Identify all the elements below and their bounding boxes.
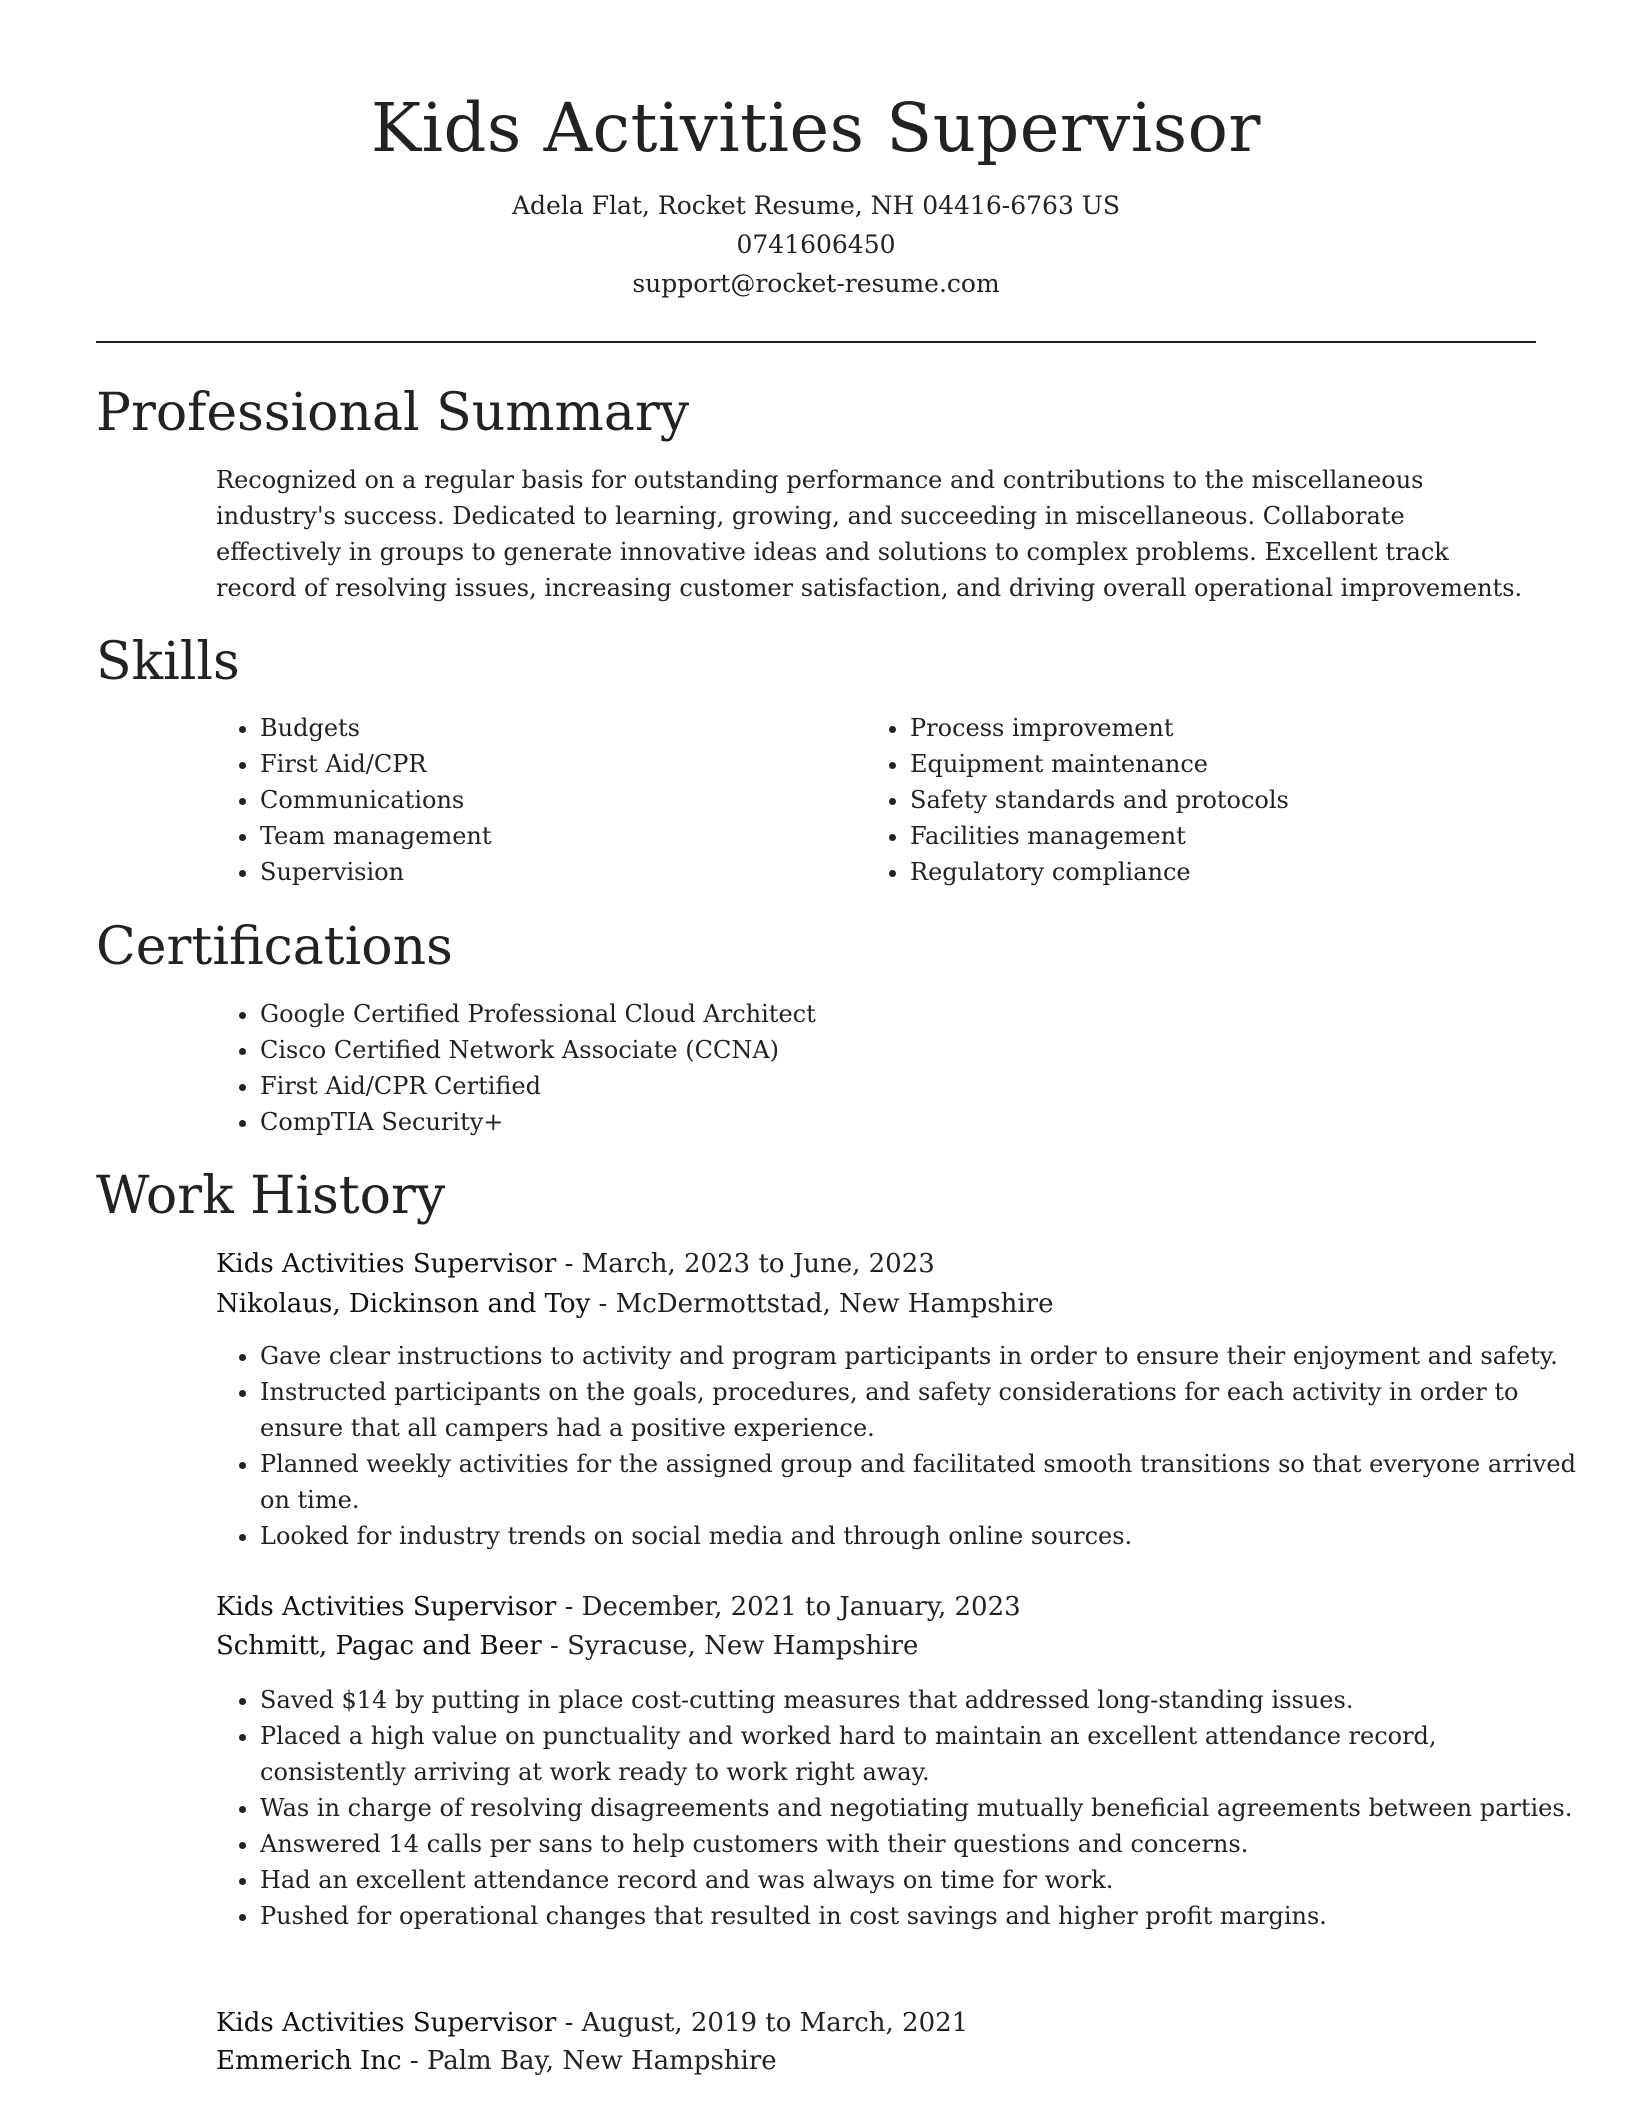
- skill-item: • First Aid/CPR: [260, 746, 860, 782]
- job-3-company: Emmerich Inc: [216, 2046, 402, 2076]
- contact-phone: 0741606450: [736, 230, 896, 259]
- contact-block: [96, 186, 1536, 303]
- skill-item: • Safety standards and protocols: [910, 782, 1550, 818]
- job-2-company-line: [216, 1627, 918, 1665]
- skills-heading: Skills: [96, 632, 240, 692]
- job-2-bullets: [216, 1682, 1580, 1934]
- skills-list-right: [866, 710, 1550, 890]
- summary-heading: Professional Summary: [96, 383, 690, 443]
- skill-item: • Budgets: [260, 710, 860, 746]
- certifications-list: [216, 996, 1460, 1140]
- job-bullet: • Answered 14 calls per sans to help customers with their questions and concerns.: [260, 1826, 1580, 1862]
- job-bullet: • Planned weekly activities for the assigned group and facilitated smooth transitions so that everyone arrived on time.: [260, 1446, 1580, 1518]
- skill-item: • Regulatory compliance: [910, 854, 1550, 890]
- skill-item: • Process improvement: [910, 710, 1550, 746]
- job-2-title-line: [216, 1588, 1021, 1626]
- job-bullet: • Looked for industry trends on social media and through online sources.: [260, 1518, 1580, 1554]
- job-2-role: Kids Activities Supervisor: [216, 1592, 557, 1622]
- job-2-location: - Syracuse, New Hampshire: [541, 1631, 919, 1661]
- skill-item: • Equipment maintenance: [910, 746, 1550, 782]
- skill-item: • Supervision: [260, 854, 860, 890]
- contact-email: support@rocket-resume.com: [632, 269, 1000, 298]
- job-1-location: - McDermottstad, New Hampshire: [590, 1289, 1054, 1319]
- resume-header: [96, 80, 1536, 303]
- job-2-company: Schmitt, Pagac and Beer: [216, 1631, 542, 1661]
- certification-item: • First Aid/CPR Certified: [260, 1068, 1460, 1104]
- certification-item: • Cisco Certified Network Associate (CCNA): [260, 1032, 1460, 1068]
- candidate-title: Kids Activities Supervisor: [371, 89, 1261, 167]
- summary-text: Recognized on a regular basis for outstanding performance and contributions to the miscellaneous industry's success. Dedicated to learning, growing, and succeeding in miscellaneous. Collaborate effectively in groups to generate innovative ideas and solutions to complex problems. Excellent track record of resolving issues, increasing customer satisfaction, and driving overall operational improvements.: [216, 466, 1523, 602]
- job-3-company-line: [216, 2042, 777, 2080]
- job-1-bullets: [216, 1338, 1580, 1554]
- job-bullet: • Was in charge of resolving disagreements and negotiating mutually beneficial agreements between parties.: [260, 1790, 1580, 1826]
- job-1-dates: - March, 2023 to June, 2023: [556, 1249, 935, 1279]
- job-1-company: Nikolaus, Dickinson and Toy: [216, 1289, 591, 1319]
- job-1-company-line: [216, 1285, 1053, 1323]
- job-bullet: • Pushed for operational changes that resulted in cost savings and higher profit margins.: [260, 1898, 1580, 1934]
- job-bullet: • Saved $14 by putting in place cost-cutting measures that addressed long-standing issues.: [260, 1682, 1580, 1718]
- job-bullet: • Placed a high value on punctuality and worked hard to maintain an excellent attendance record, consistently arriving at work ready to work right away.: [260, 1718, 1580, 1790]
- contact-address: Adela Flat, Rocket Resume, NH 04416-6763 US: [511, 191, 1120, 220]
- job-3-location: - Palm Bay, New Hampshire: [401, 2046, 777, 2076]
- job-bullet: • Gave clear instructions to activity and program participants in order to ensure their enjoyment and safety.: [260, 1338, 1580, 1374]
- skills-list-left: [216, 710, 860, 890]
- job-3-role: Kids Activities Supervisor: [216, 2008, 557, 2038]
- work-history-heading: Work History: [96, 1166, 446, 1226]
- skill-item: • Team management: [260, 818, 860, 854]
- header-divider: [96, 341, 1536, 343]
- job-bullet: • Instructed participants on the goals, procedures, and safety considerations for each activity in order to ensure that all campers had a positive experience.: [260, 1374, 1580, 1446]
- certification-item: • Google Certified Professional Cloud Architect: [260, 996, 1460, 1032]
- job-bullet: • Had an excellent attendance record and was always on time for work.: [260, 1862, 1580, 1898]
- job-1-title-line: [216, 1245, 935, 1283]
- skill-item: • Facilities management: [910, 818, 1550, 854]
- certifications-heading: Certifications: [96, 917, 453, 977]
- job-3-title-line: [216, 2004, 968, 2042]
- skill-item: • Communications: [260, 782, 860, 818]
- job-1-role: Kids Activities Supervisor: [216, 1249, 557, 1279]
- certification-item: • CompTIA Security+: [260, 1104, 1460, 1140]
- job-2-dates: - December, 2021 to January, 2023: [556, 1592, 1021, 1622]
- job-3-dates: - August, 2019 to March, 2021: [556, 2008, 969, 2038]
